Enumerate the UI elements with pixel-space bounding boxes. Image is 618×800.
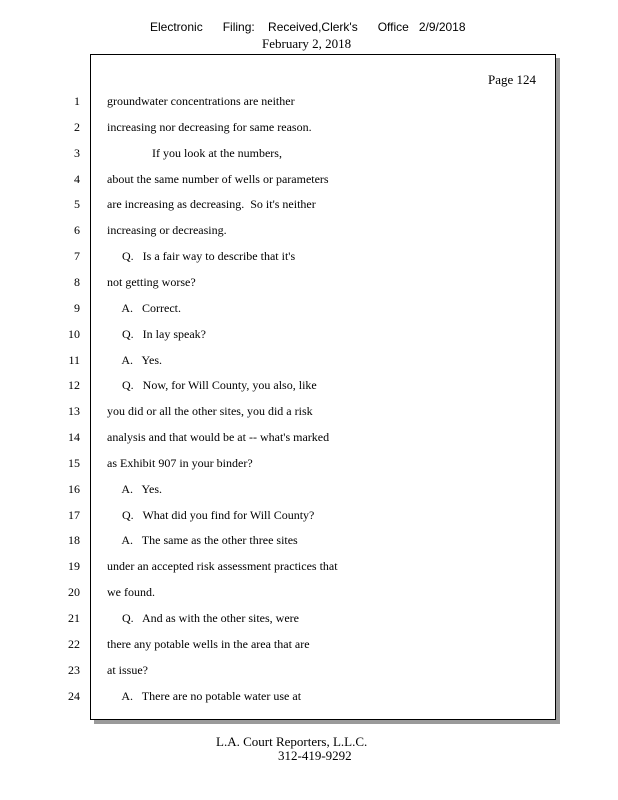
line-number: 20 — [68, 585, 80, 599]
line-number: 7 — [74, 249, 80, 263]
transcript-line: there any potable wells in the area that are — [107, 637, 310, 651]
transcript-line: A. Yes. — [107, 482, 163, 496]
transcript-line: are increasing as decreasing. So it's neither — [107, 197, 316, 211]
transcript-line: Q. What did you find for Will County? — [107, 508, 315, 522]
filing-date: February 2, 2018 — [262, 36, 352, 51]
line-number: 5 — [74, 197, 80, 211]
filing-stamp: Electronic Filing: Received,Clerk's Office 2/9/2018 — [150, 20, 466, 34]
line-number: 15 — [68, 456, 80, 470]
line-number: 2 — [74, 120, 80, 134]
transcript-line: under an accepted risk assessment practices that — [107, 559, 338, 573]
transcript-line: at issue? — [107, 663, 148, 677]
transcript-line: A. Correct. — [107, 301, 181, 315]
line-number: 3 — [74, 146, 80, 160]
line-number: 23 — [68, 663, 80, 677]
line-number: 21 — [68, 611, 80, 625]
footer-company: L.A. Court Reporters, L.L.C. — [216, 734, 368, 749]
line-number: 1 — [74, 94, 80, 108]
line-number: 6 — [74, 223, 80, 237]
line-number: 18 — [68, 533, 80, 547]
line-number: 12 — [68, 378, 80, 392]
transcript-line: you did or all the other sites, you did a risk — [107, 404, 313, 418]
line-number: 9 — [74, 301, 80, 315]
footer-phone: 312-419-9292 — [278, 748, 352, 763]
transcript-line: not getting worse? — [107, 275, 196, 289]
line-number: 11 — [68, 353, 80, 367]
transcript-line: about the same number of wells or parameters — [107, 172, 329, 186]
transcript-line: increasing or decreasing. — [107, 223, 227, 237]
line-number: 4 — [74, 172, 80, 186]
page-number: Page 124 — [488, 72, 537, 87]
line-number: 19 — [68, 559, 80, 573]
transcript-line: A. Yes. — [107, 353, 163, 367]
line-number: 22 — [68, 637, 80, 651]
line-number: 13 — [68, 404, 80, 418]
line-number: 14 — [68, 430, 80, 444]
line-number: 16 — [68, 482, 80, 496]
transcript-line: Q. Is a fair way to describe that it's — [107, 249, 296, 263]
line-number: 17 — [68, 508, 80, 522]
transcript-line: Q. In lay speak? — [107, 327, 206, 341]
line-number: 8 — [74, 275, 80, 289]
transcript-line: Q. And as with the other sites, were — [107, 611, 299, 625]
transcript-line: If you look at the numbers, — [107, 146, 282, 160]
line-number: 24 — [68, 689, 80, 703]
line-number: 10 — [68, 327, 80, 341]
transcript-line: as Exhibit 907 in your binder? — [107, 456, 253, 470]
transcript-line: Q. Now, for Will County, you also, like — [107, 378, 317, 392]
transcript-line: A. There are no potable water use at — [107, 689, 302, 703]
transcript-line: increasing nor decreasing for same reason. — [107, 120, 312, 134]
transcript-line: A. The same as the other three sites — [107, 533, 298, 547]
transcript-line: we found. — [107, 585, 155, 599]
transcript-line: analysis and that would be at -- what's marked — [107, 430, 330, 444]
transcript-line: groundwater concentrations are neither — [107, 94, 295, 108]
